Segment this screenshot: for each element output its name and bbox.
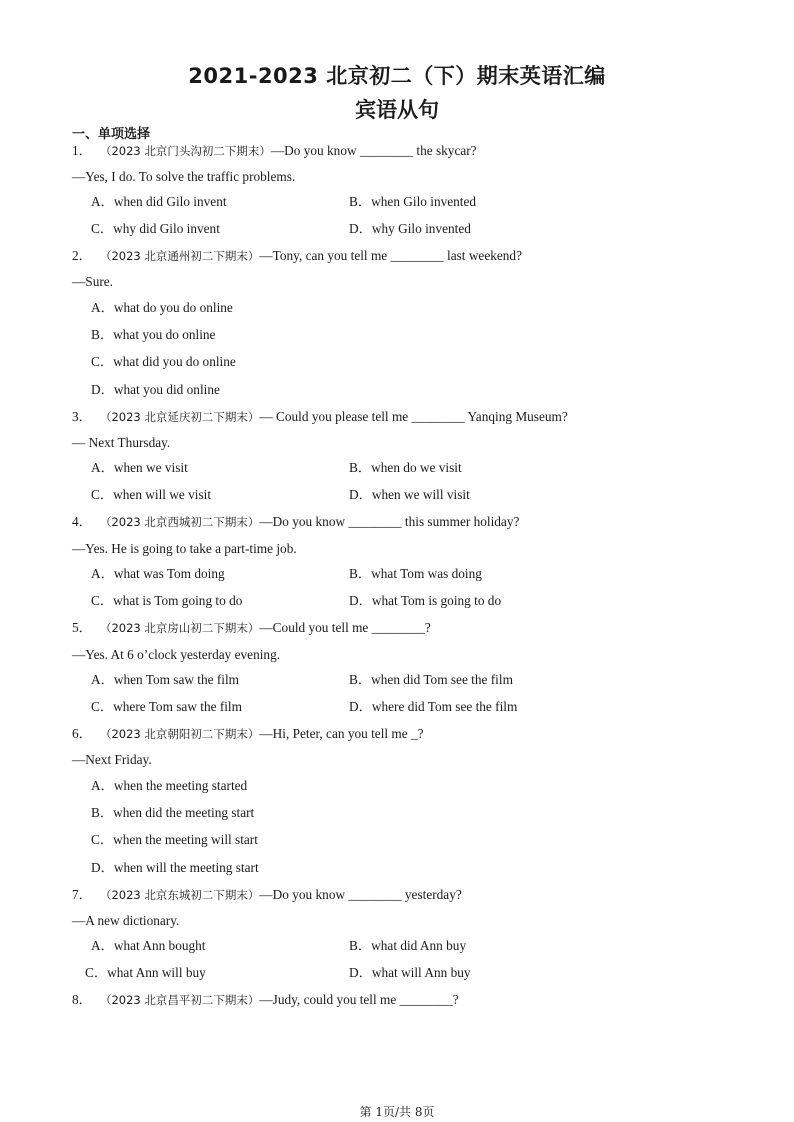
question-2-answer: —Sure.: [72, 274, 113, 289]
question-1-answer: —Yes, I do. To solve the traffic problems.: [72, 169, 296, 184]
question-3: 3． （2023 北京延庆初二下期末）— Could you please tell me ________ Yanqing Museum?: [72, 409, 568, 424]
section-heading: 一、单项选择: [72, 127, 151, 142]
question-5-option-d[interactable]: D．where did Tom see the film: [349, 699, 518, 714]
question-5-option-b[interactable]: B．when did Tom see the film: [349, 672, 513, 687]
question-3-option-c[interactable]: C．when will we visit: [91, 487, 212, 502]
question-7-option-b[interactable]: B．what did Ann buy: [349, 938, 467, 953]
question-3-option-b[interactable]: B．when do we visit: [349, 460, 462, 475]
question-1-option-d[interactable]: D．why Gilo invented: [349, 221, 471, 236]
question-1-option-b[interactable]: B．when Gilo invented: [349, 194, 477, 209]
question-4-option-c[interactable]: C．what is Tom going to do: [91, 593, 243, 608]
question-3-answer: — Next Thursday.: [72, 435, 171, 450]
question-5: 5． （2023 北京房山初二下期末）—Could you tell me ________?: [72, 620, 431, 635]
document-subtitle: 宾语从句: [355, 98, 439, 122]
page-footer: 第 1页/共 8页: [359, 1105, 435, 1119]
question-5-option-c[interactable]: C．where Tom saw the film: [91, 699, 242, 714]
question-3-option-d[interactable]: D．when we will visit: [349, 487, 470, 502]
question-4-answer: —Yes. He is going to take a part-time job.: [72, 541, 297, 556]
question-1-option-a[interactable]: A．when did Gilo invent: [91, 194, 227, 209]
question-5-option-a[interactable]: A．when Tom saw the film: [91, 672, 240, 687]
question-2-option-a[interactable]: A．what do you do online: [91, 300, 233, 315]
question-6-option-b[interactable]: B．when did the meeting start: [91, 805, 255, 820]
question-2-option-d[interactable]: D．what you did online: [91, 382, 220, 397]
question-7-option-c[interactable]: C．what Ann will buy: [85, 965, 206, 980]
document-title: 2021-2023 北京初二（下）期末英语汇编: [188, 64, 606, 88]
question-2-option-b[interactable]: B．what you do online: [91, 327, 216, 342]
question-2-option-c[interactable]: C．what did you do online: [91, 354, 236, 369]
question-2: 2． （2023 北京通州初二下期末）—Tony, can you tell me ________ last weekend?: [72, 248, 522, 263]
question-7-option-d[interactable]: D．what will Ann buy: [349, 965, 471, 980]
question-3-option-a[interactable]: A．when we visit: [91, 460, 188, 475]
question-4-option-a[interactable]: A．what was Tom doing: [91, 566, 225, 581]
question-7: 7． （2023 北京东城初二下期末）—Do you know ________ yesterday?: [72, 887, 462, 902]
question-8: 8． （2023 北京昌平初二下期末）—Judy, could you tell me ________?: [72, 992, 459, 1007]
question-6-option-a[interactable]: A．when the meeting started: [91, 778, 248, 793]
question-6-option-d[interactable]: D．when will the meeting start: [91, 860, 259, 875]
question-6-option-c[interactable]: C．when the meeting will start: [91, 832, 258, 847]
question-4-option-d[interactable]: D．what Tom is going to do: [349, 593, 502, 608]
question-6-answer: —Next Friday.: [72, 752, 152, 767]
question-6: 6． （2023 北京朝阳初二下期末）—Hi, Peter, can you tell me _?: [72, 726, 424, 741]
question-1: 1． （2023 北京门头沟初二下期末）—Do you know ________ the skycar?: [72, 143, 477, 158]
question-7-option-a[interactable]: A．what Ann bought: [91, 938, 206, 953]
question-7-answer: —A new dictionary.: [72, 913, 180, 928]
question-4: 4． （2023 北京西城初二下期末）—Do you know ________ this summer holiday?: [72, 514, 520, 529]
question-1-option-c[interactable]: C．why did Gilo invent: [91, 221, 220, 236]
question-5-answer: —Yes. At 6 o’clock yesterday evening.: [72, 647, 281, 662]
question-4-option-b[interactable]: B．what Tom was doing: [349, 566, 482, 581]
